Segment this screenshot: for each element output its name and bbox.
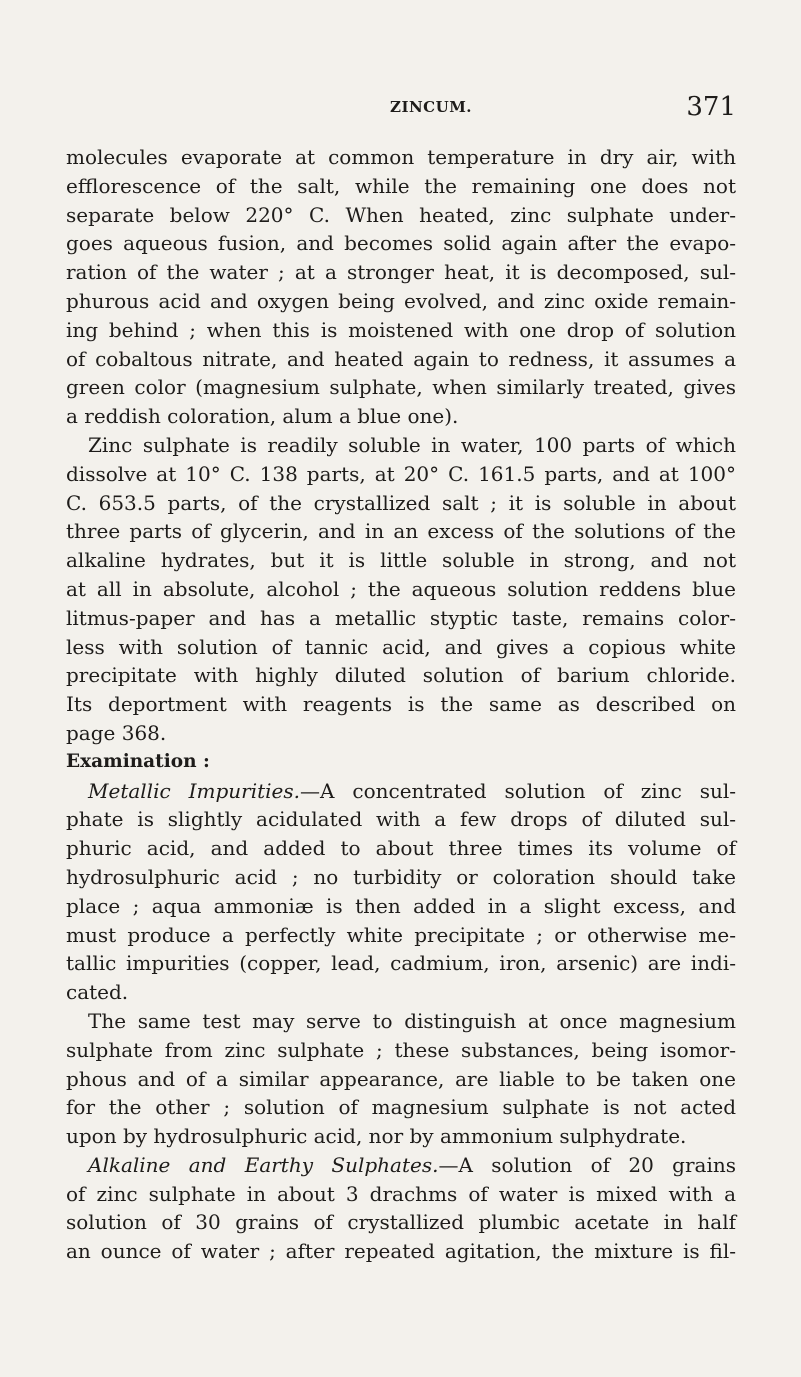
text-line bbox=[66, 1151, 736, 1180]
text-line: hydrosulphuric acid ; no turbidity or coloration should take bbox=[66, 864, 736, 889]
text-line: of cobaltous nitrate, and heated again to redness, it assumes a bbox=[66, 346, 736, 371]
text-line: phuric acid, and added to about three times its volume of bbox=[66, 836, 736, 861]
text-line: must produce a perfectly white precipitate ; or otherwise me- bbox=[66, 922, 736, 947]
text-line: phate is slightly acidulated with a few drops of diluted sul- bbox=[66, 807, 736, 832]
text-line: tallic impurities (copper, lead, cadmium, iron, arsenic) are indi- bbox=[66, 951, 736, 976]
body-text bbox=[66, 143, 736, 1266]
text-line: less with solution of tannic acid, and gives a copious white bbox=[66, 634, 736, 659]
text-line: upon by hydrosulphuric acid, nor by ammonium sulphydrate. bbox=[66, 1124, 687, 1149]
text-line: C. 653.5 parts, of the crystallized salt ; it is soluble in about bbox=[66, 490, 736, 515]
text-line: ing behind ; when this is moistened with one drop of solution bbox=[66, 317, 736, 342]
running-title: ZINCUM. bbox=[390, 98, 473, 116]
line-text: —A solution of 20 grains bbox=[438, 1152, 737, 1177]
text-line: phurous acid and oxygen being evolved, and zinc oxide remain- bbox=[66, 288, 736, 313]
text-line: The same test may serve to distinguish at once magnesium bbox=[88, 1008, 736, 1033]
subsection-title: Alkaline and Earthy Sulphates. bbox=[88, 1152, 439, 1177]
text-line: Its deportment with reagents is the same as described on bbox=[66, 692, 736, 717]
page-number: 371 bbox=[686, 92, 736, 122]
text-line: an ounce of water ; after repeated agitation, the mixture is fil- bbox=[66, 1239, 736, 1264]
text-line: separate below 220° C. When heated, zinc sulphate under- bbox=[66, 202, 736, 227]
text-line: litmus-paper and has a metallic styptic taste, remains color- bbox=[66, 605, 736, 630]
text-line: solution of 30 grains of crystallized plumbic acetate in half bbox=[66, 1210, 736, 1235]
text-line: at all in absolute, alcohol ; the aqueous solution reddens blue bbox=[66, 576, 736, 601]
text-line: green color (magnesium sulphate, when similarly treated, gives bbox=[66, 375, 736, 400]
text-line: phous and of a similar appearance, are liable to be taken one bbox=[66, 1066, 736, 1091]
subsection-title: Metallic Impurities. bbox=[88, 778, 300, 803]
text-line: dissolve at 10° C. 138 parts, at 20° C. 161.5 parts, and at 100° bbox=[66, 461, 736, 486]
section-heading: Examination : bbox=[66, 750, 210, 772]
text-line: precipitate with highly diluted solution of barium chloride. bbox=[66, 663, 736, 688]
text-line: for the other ; solution of magnesium sulphate is not acted bbox=[66, 1095, 736, 1120]
text-line: alkaline hydrates, but it is little soluble in strong, and not bbox=[66, 548, 736, 573]
text-line: place ; aqua ammoniæ is then added in a slight excess, and bbox=[66, 893, 736, 918]
running-head bbox=[66, 92, 736, 126]
text-line: sulphate from zinc sulphate ; these substances, being isomor- bbox=[66, 1037, 736, 1062]
text-line: goes aqueous fusion, and becomes solid again after the evapo- bbox=[66, 231, 736, 256]
text-line bbox=[66, 777, 736, 806]
text-line: Zinc sulphate is readily soluble in water, 100 parts of which bbox=[88, 432, 736, 457]
text-line: cated. bbox=[66, 980, 129, 1005]
line-text: —A concentrated solution of zinc sul- bbox=[300, 778, 737, 803]
text-line: molecules evaporate at common temperature in dry air, with bbox=[66, 145, 736, 169]
text-line: page 368. bbox=[66, 720, 167, 745]
text-line: efflorescence of the salt, while the remaining one does not bbox=[66, 173, 736, 198]
text-line: ration of the water ; at a stronger heat, it is decomposed, sul- bbox=[66, 260, 736, 285]
text-line: a reddish coloration, alum a blue one). bbox=[66, 404, 459, 429]
text-line: of zinc sulphate in about 3 drachms of water is mixed with a bbox=[66, 1181, 736, 1206]
text-line: three parts of glycerin, and in an excess of the solutions of the bbox=[66, 519, 736, 544]
